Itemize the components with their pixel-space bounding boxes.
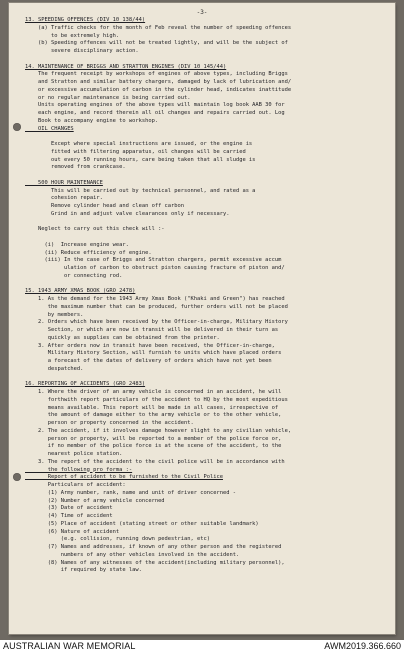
text-line: severe disciplinary action. bbox=[25, 48, 139, 54]
text-line: The frequent receipt by workshops of engines of above types, including Briggs bbox=[25, 71, 288, 78]
archive-footer bbox=[0, 640, 404, 653]
text-line: quickly as supplies can be obtained from the printer. bbox=[25, 334, 220, 341]
page-number: -3- bbox=[196, 9, 208, 16]
text-line: Report of accident to be furnished to the Civil Police bbox=[25, 474, 223, 481]
text-line: 2. Orders which have been received by the Officer-in-charge, Military History bbox=[25, 319, 288, 326]
text-line: Section, or which are now in transit will be delivered in their turn as bbox=[25, 327, 279, 333]
text-line: (iii) In the case of Briggs and Stratton chargers, permit excessive accum bbox=[25, 257, 282, 264]
text-line: (a) Traffic checks for the month of Feb reveal the number of speeding offences bbox=[25, 24, 292, 31]
text-line: 15. 1943 ARMY XMAS BOOK (GRO 2478) bbox=[25, 288, 136, 295]
text-line: cohesion repair. bbox=[25, 195, 103, 202]
text-line: means available. This report will be made in all cases, irrespective of bbox=[25, 404, 279, 411]
text-line: or excessive accumulation of carbon in the cylinder head, indicates inattitude bbox=[25, 86, 292, 93]
text-line: person or property, will be reported to a member of the police force or, bbox=[25, 435, 282, 442]
text-line: Units operating engines of the above types will maintain log book AAB 30 for bbox=[25, 102, 285, 109]
text-line: by members. bbox=[25, 311, 84, 318]
text-line: Except where special instructions are issued, or the engine is bbox=[25, 141, 253, 147]
footer-institution: AUSTRALIAN WAR MEMORIAL bbox=[3, 641, 136, 651]
text-line: to be extremely high. bbox=[25, 32, 120, 39]
text-line: if no member of the police force is at the scene of the accident, to the bbox=[25, 443, 282, 450]
text-line: Military History Section, will furnish to units which have placed orders bbox=[25, 350, 282, 357]
text-line: 1. Where the driver of an army vehicle is concerned in an accident, he will bbox=[25, 389, 282, 395]
text-line: a forecast of the dates of delivery of orders which have not yet been bbox=[25, 358, 272, 364]
text-line: 16. REPORTING OF ACCIDENTS (GRO 2483) bbox=[25, 381, 146, 388]
text-line: (8) Names of any witnesses of the accident(including military personnel), bbox=[25, 559, 285, 566]
text-line: (1) Army number, rank, name and unit of driver concerned - bbox=[25, 489, 236, 496]
punch-hole bbox=[13, 123, 21, 131]
text-line: ulation of carbon to obstruct piston causing fracture of piston and/ bbox=[25, 265, 285, 271]
text-line: Remove cylinder head and clean off carbon bbox=[25, 203, 185, 209]
text-line: (e.g. collision, running down pedestrian, etc) bbox=[25, 536, 210, 543]
text-line: OIL CHANGES bbox=[25, 125, 74, 132]
text-line: Grind in and adjust valve clearances only if necessary. bbox=[25, 210, 230, 217]
text-line: Book to accompany engine to workshop. bbox=[25, 117, 159, 124]
text-line: (i) Increase engine wear. bbox=[25, 241, 129, 248]
text-line: 500 HOUR MAINTENANCE bbox=[25, 179, 103, 186]
text-line: (ii) Reduce efficiency of engine. bbox=[25, 249, 152, 256]
text-line: (b) Speeding offences will not be treated lightly, and will be the subject of bbox=[25, 40, 288, 47]
text-line: if required by state law. bbox=[25, 567, 142, 574]
text-line: forthwith report particulars of the accident to HQ by the most expeditious bbox=[25, 396, 288, 403]
document-page bbox=[9, 3, 395, 634]
text-line: (7) Names and addresses, if known of any other person and the registered bbox=[25, 544, 282, 550]
text-line: 1. As the demand for the 1943 Army Xmas Book ("Khaki and Green") has reached bbox=[25, 296, 285, 302]
text-line: (3) Date of accident bbox=[25, 505, 113, 512]
text-line: person or property concerned in the accident. bbox=[25, 420, 194, 426]
text-line: numbers of any other vehicles involved in the accident. bbox=[25, 551, 240, 558]
text-line: or no regular maintenance is being carried out. bbox=[25, 94, 191, 101]
text-line: each engine, and record therein all oil changes and repairs carried out. Log bbox=[25, 110, 285, 116]
text-line: or connecting rod. bbox=[25, 272, 123, 279]
text-line: This will be carried out by technical personnel, and rated as a bbox=[25, 187, 256, 194]
text-line: nearest police station. bbox=[25, 451, 123, 457]
footer-accession-number: AWM2019.366.660 bbox=[324, 641, 401, 651]
text-line: the following pro forma :- bbox=[25, 466, 133, 473]
text-line: Neglect to carry out this check will :- bbox=[25, 226, 165, 233]
text-line: (5) Place of accident (stating street or other suitable landmark) bbox=[25, 520, 259, 527]
text-line: removed from crankcase. bbox=[25, 164, 126, 171]
text-line: 14. MAINTENANCE OF BRIGGS AND STRATTON ENGINES (DIV 10 145/44) bbox=[25, 63, 227, 70]
text-line: despatched. bbox=[25, 365, 84, 372]
text-line: and Stratton and similar battery chargers, damaged by lack of lubrication and/ bbox=[25, 79, 292, 85]
text-line: 13. SPEEDING OFFENCES (DIV 10 138/44) bbox=[25, 17, 146, 23]
text-line: fitted with filtering apparatus, oil changes will be carried bbox=[25, 148, 246, 155]
text-line: 3. After orders now in transit have been received, the Officer-in-charge, bbox=[25, 342, 275, 349]
punch-hole bbox=[13, 473, 21, 481]
text-line: (2) Number of army vehicle concerned bbox=[25, 497, 165, 504]
text-line: Particulars of accident: bbox=[25, 482, 126, 488]
text-line: 2. The accident, if it involves damage however slight to any civilian vehicle, bbox=[25, 427, 292, 434]
text-line: (6) Nature of accident bbox=[25, 528, 120, 535]
text-line: out every 50 running hours, care being taken that all sludge is bbox=[25, 156, 256, 163]
text-line: the maximum number that can be produced, further orders will not be placed bbox=[25, 303, 288, 310]
text-line: the amount of damage either to the army vehicle or to the other vehicle, bbox=[25, 412, 282, 419]
text-line: 3. The report of the accident to the civil police will be in accordance with bbox=[25, 458, 285, 465]
text-line: (4) Time of accident bbox=[25, 513, 113, 519]
